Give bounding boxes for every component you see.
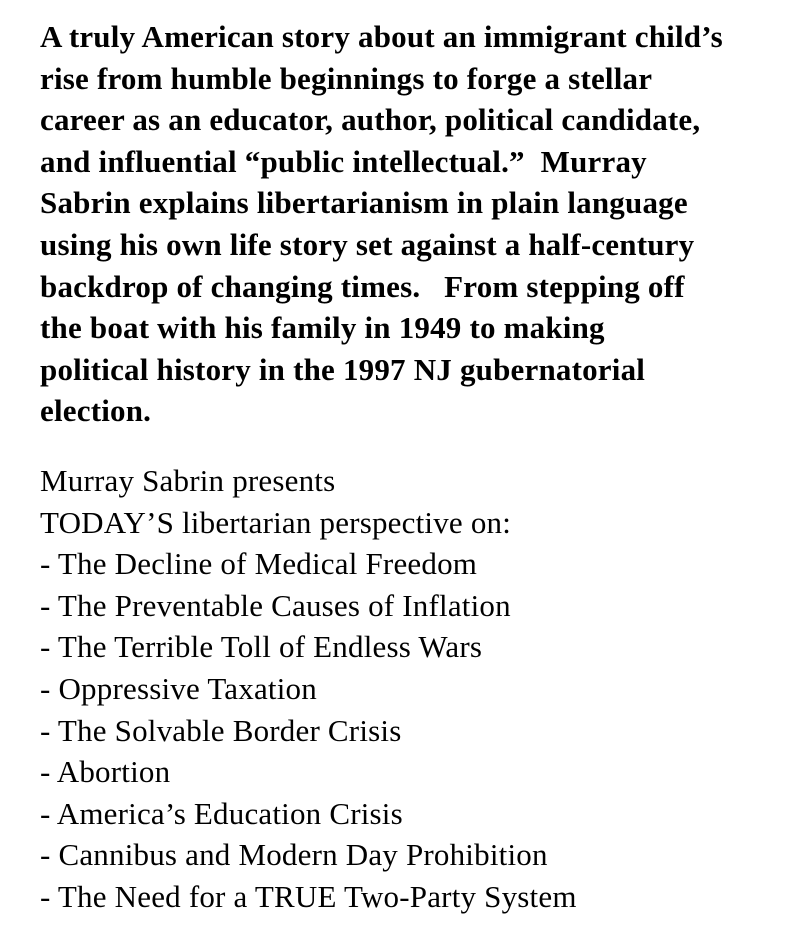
description-line: rise from humble beginnings to forge a stellar — [40, 60, 653, 96]
topic-list-item: - The Decline of Medical Freedom — [40, 546, 478, 582]
description-line: A truly American story about an immigrant child’s — [40, 19, 723, 54]
document-page — [40, 16, 780, 917]
description-line: and influential “public intellectual.” Murray — [40, 143, 647, 179]
topic-list-item: - The Solvable Border Crisis — [40, 712, 402, 748]
intro-line: Murray Sabrin presents — [40, 462, 336, 498]
description-line: Sabrin explains libertarianism in plain language — [40, 185, 688, 221]
topic-list-item: - Cannibus and Modern Day Prohibition — [40, 837, 548, 873]
topic-list-item: - America’s Education Crisis — [40, 795, 403, 831]
description-line: political history in the 1997 NJ gubernatorial — [40, 351, 646, 387]
topic-list-item: - Abortion — [40, 754, 171, 790]
topic-list-item: - The Need for a TRUE Two-Party System — [40, 878, 577, 914]
perspective-section — [40, 460, 780, 918]
description-line: using his own life story set against a half-century — [40, 226, 695, 262]
description-line: backdrop of changing times. From stepping off — [40, 268, 685, 304]
description-line: the boat with his family in 1949 to making — [40, 310, 605, 346]
intro-line: TODAY’S libertarian perspective on: — [40, 504, 512, 540]
topic-list-item: - The Terrible Toll of Endless Wars — [40, 629, 483, 665]
topic-list-item: - The Preventable Causes of Inflation — [40, 587, 511, 623]
description-paragraph — [40, 16, 780, 432]
topic-list-item: - Oppressive Taxation — [40, 670, 317, 706]
description-line: career as an educator, author, political candidate, — [40, 102, 701, 138]
paragraph-spacer — [40, 432, 780, 460]
description-line: election. — [40, 393, 152, 429]
